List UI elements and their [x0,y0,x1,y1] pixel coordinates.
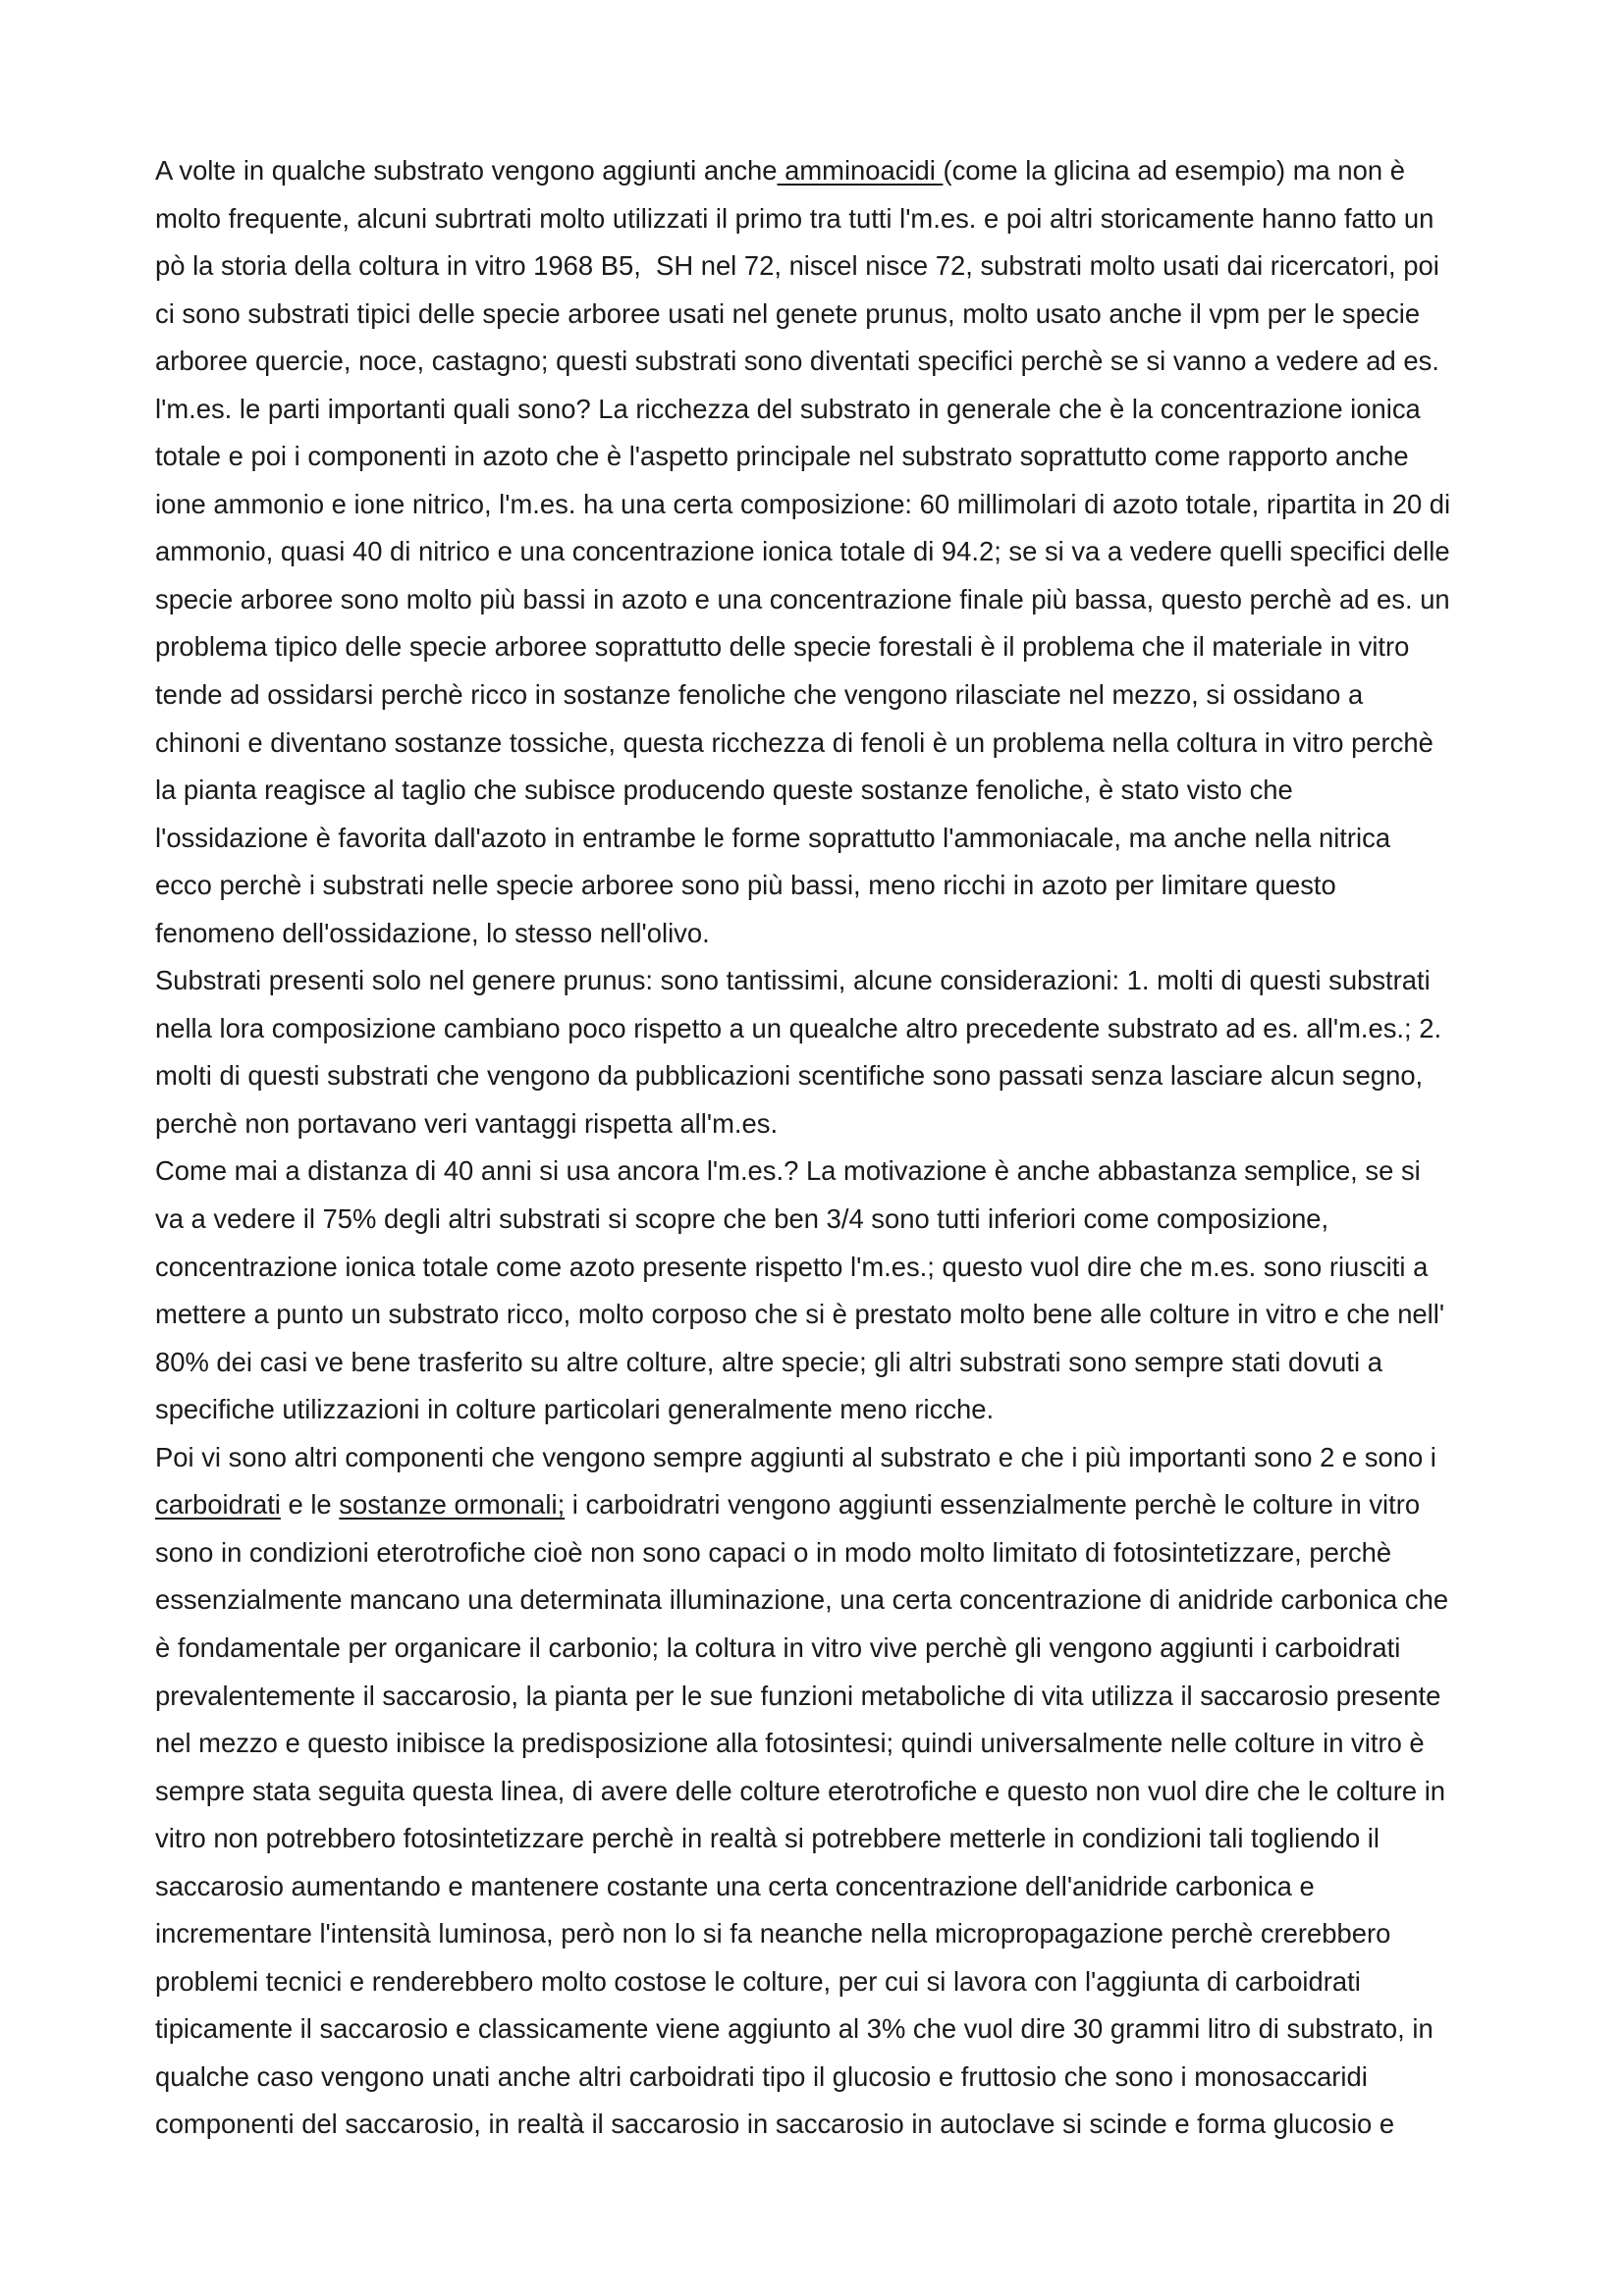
text-line [155,1100,1510,1148]
underlined-term: sostanze ormonali; [339,1489,566,1521]
text-run: specifiche utilizzazioni in colture particolari generalmente meno ricche. [155,1394,995,1425]
text-line [155,242,1510,291]
text-line [155,1529,1510,1577]
text-run: molti di questi substrati che vengono da pubblicazioni scentifiche sono passati senza lasciare alcun segno, [155,1060,1424,1092]
text-run: chinoni e diventano sostanze tossiche, questa ricchezza di fenoli è un problema nella coltura in vitro perchè [155,726,1434,758]
text-run: ecco perchè i substrati nelle specie arboree sono più bassi, meno ricchi in azoto per limitare questo [155,870,1336,901]
text-line [155,1386,1510,1434]
text-run: perchè non portavano veri vantaggi rispetta all'm.es. [155,1107,779,1139]
text-line [155,1434,1510,1482]
text-line [155,1052,1510,1100]
text-run: qualche caso vengono unati anche altri carboidrati tipo il glucosio e fruttosio che sono i monosaccaridi [155,2060,1368,2092]
body-text [155,147,1510,2149]
text-run: tende ad ossidarsi perchè ricco in sostanze fenoliche che vengono rilasciate nel mezzo, si ossidano a [155,679,1364,711]
text-run: sono in condizioni eterotrofiche cioè non sono capaci o in modo molto limitato di fotosintetizzare, perchè [155,1536,1392,1568]
text-line [155,1625,1510,1673]
text-line [155,1673,1510,1721]
text-run: ammonio, quasi 40 di nitrico e una concentrazione ionica totale di 94.2; se si va a vedere quelli specifici delle [155,536,1450,567]
text-run: nel mezzo e questo inibisce la predisposizione alla fotosintesi; quindi universalmente nelle colture in vitro è [155,1728,1425,1759]
text-line [155,862,1510,910]
text-line [155,1768,1510,1816]
text-line [155,1196,1510,1244]
text-line [155,2005,1510,2054]
text-line [155,2054,1510,2102]
text-run: ci sono substrati tipici delle specie arboree usati nel genete prunus, molto usato anche il vpm per le specie [155,297,1421,329]
text-run: fenomeno dell'ossidazione, lo stesso nell'olivo. [155,917,710,948]
text-run: l'm.es. le parti importanti quali sono? La ricchezza del substrato in generale che è la concentrazione ionica [155,393,1421,424]
text-line [155,1863,1510,1911]
text-run: saccarosio aumentando e mantenere costante una certa concentrazione dell'anidride carbonica e [155,1870,1315,1901]
text-run: incrementare l'intensità luminosa, però non lo si fa neanche nella micropropagazione perchè crerebbero [155,1918,1391,1949]
text-line [155,195,1510,243]
text-run: la pianta reagisce al taglio che subisce producendo queste sostanze fenoliche, è stato visto che [155,774,1293,806]
text-run: Substrati presenti solo nel genere prunus: sono tantissimi, alcune considerazioni: 1. molti di questi substrati [155,965,1431,996]
text-line [155,623,1510,671]
text-run: ione ammonio e ione nitrico, l'm.es. ha una certa composizione: 60 millimolari di azoto totale, ripartita in 20 di [155,488,1451,519]
text-line [155,1576,1510,1625]
text-run: è fondamentale per organicare il carbonio; la coltura in vitro vive perchè gli vengono aggiunti i carboidrati [155,1631,1401,1663]
text-line [155,338,1510,386]
text-run: arboree quercie, noce, castagno; questi substrati sono diventati specifici perchè se si vanno a vedere ad es. [155,346,1439,377]
text-line [155,957,1510,1005]
text-run: sempre stata seguita questa linea, di avere delle colture eterotrofiche e questo non vuol dire che le colture in [155,1775,1446,1806]
text-line [155,720,1510,768]
text-line [155,147,1510,195]
text-run: 80% dei casi ve bene trasferito su altre colture, altre specie; gli altri substrati sono sempre stati dovuti a [155,1346,1382,1377]
text-line [155,767,1510,815]
text-run: Come mai a distanza di 40 anni si usa ancora l'm.es.? La motivazione è anche abbastanza semplice, se si [155,1155,1421,1187]
text-run: vitro non potrebbero fotosintetizzare perchè in realtà si potrebbere metterle in condizioni tali togliendo il [155,1823,1380,1854]
text-run: va a vedere il 75% degli altri substrati si scopre che ben 3/4 sono tutti inferiori come composizione, [155,1203,1329,1235]
text-run: componenti del saccarosio, in realtà il saccarosio in saccarosio in autoclave si scinde e forma glucosio e [155,2109,1395,2140]
text-run: totale e poi i componenti in azoto che è l'aspetto principale nel substrato soprattutto come rapporto anche [155,441,1409,472]
underlined-term: carboidrati [155,1489,281,1521]
text-line [155,528,1510,576]
text-run: specie arboree sono molto più bassi in azoto e una concentrazione finale più bassa, questo perchè ad es. un [155,583,1450,614]
text-line [155,433,1510,481]
text-run: pò la storia della coltura in vitro 1968 B5, SH nel 72, niscel nisce 72, substrati molto usati dai ricercatori, poi [155,250,1439,282]
text-line [155,1720,1510,1768]
text-line [155,576,1510,624]
text-run: problema tipico delle specie arboree soprattutto delle specie forestali è il problema che il materiale in vitro [155,631,1410,663]
text-run: A volte in qualche substrato vengono aggiunti anche [155,155,778,186]
text-run: Poi vi sono altri componenti che vengono sempre aggiunti al substrato e che i più importanti sono 2 e sono i [155,1441,1436,1472]
text-run: nella lora composizione cambiano poco rispetto a un quealche altro precedente substrato ad es. all'm.es.; 2. [155,1012,1442,1043]
text-line [155,291,1510,339]
text-run: mettere a punto un substrato ricco, molto corposo che si è prestato molto bene alle colture in vitro e che nell' [155,1299,1445,1330]
text-line [155,2101,1510,2149]
text-run: molto frequente, alcuni subrtrati molto utilizzati il primo tra tutti l'm.es. e poi altri storicamente hanno fatto un [155,202,1434,234]
text-line [155,1005,1510,1053]
text-line [155,481,1510,529]
text-run: essenzialmente mancano una determinata illuminazione, una certa concentrazione di anidride carbonica che [155,1584,1449,1616]
text-line [155,386,1510,434]
text-run: l'ossidazione è favorita dall'azoto in entrambe le forme soprattutto l'ammoniacale, ma anche nella nitrica [155,822,1391,853]
text-run: (come la glicina ad esempio) ma non è [943,155,1405,186]
text-line [155,1910,1510,1958]
text-line [155,910,1510,958]
text-line [155,1291,1510,1339]
text-line [155,671,1510,720]
text-line [155,1958,1510,2006]
text-run: e le [280,1489,340,1521]
text-line [155,1481,1510,1529]
text-line [155,1244,1510,1292]
underlined-term: amminoacidi [777,155,944,186]
text-run: concentrazione ionica totale come azoto presente rispetto l'm.es.; questo vuol dire che m.es. sono riusciti a [155,1251,1429,1282]
text-run: prevalentemente il saccarosio, la pianta per le sue funzioni metaboliche di vita utilizza il saccarosio presente [155,1680,1441,1711]
text-line [155,1815,1510,1863]
text-line [155,815,1510,863]
text-line [155,1148,1510,1196]
text-run: i carboidratri vengono aggiunti essenzialmente perchè le colture in vitro [565,1489,1421,1521]
text-run: problemi tecnici e renderebbero molto costose le colture, per cui si lavora con l'aggiunta di carboidrati [155,1965,1361,1997]
text-line [155,1339,1510,1387]
text-run: tipicamente il saccarosio e classicamente viene aggiunto al 3% che vuol dire 30 grammi litro di substrato, in [155,2013,1434,2045]
